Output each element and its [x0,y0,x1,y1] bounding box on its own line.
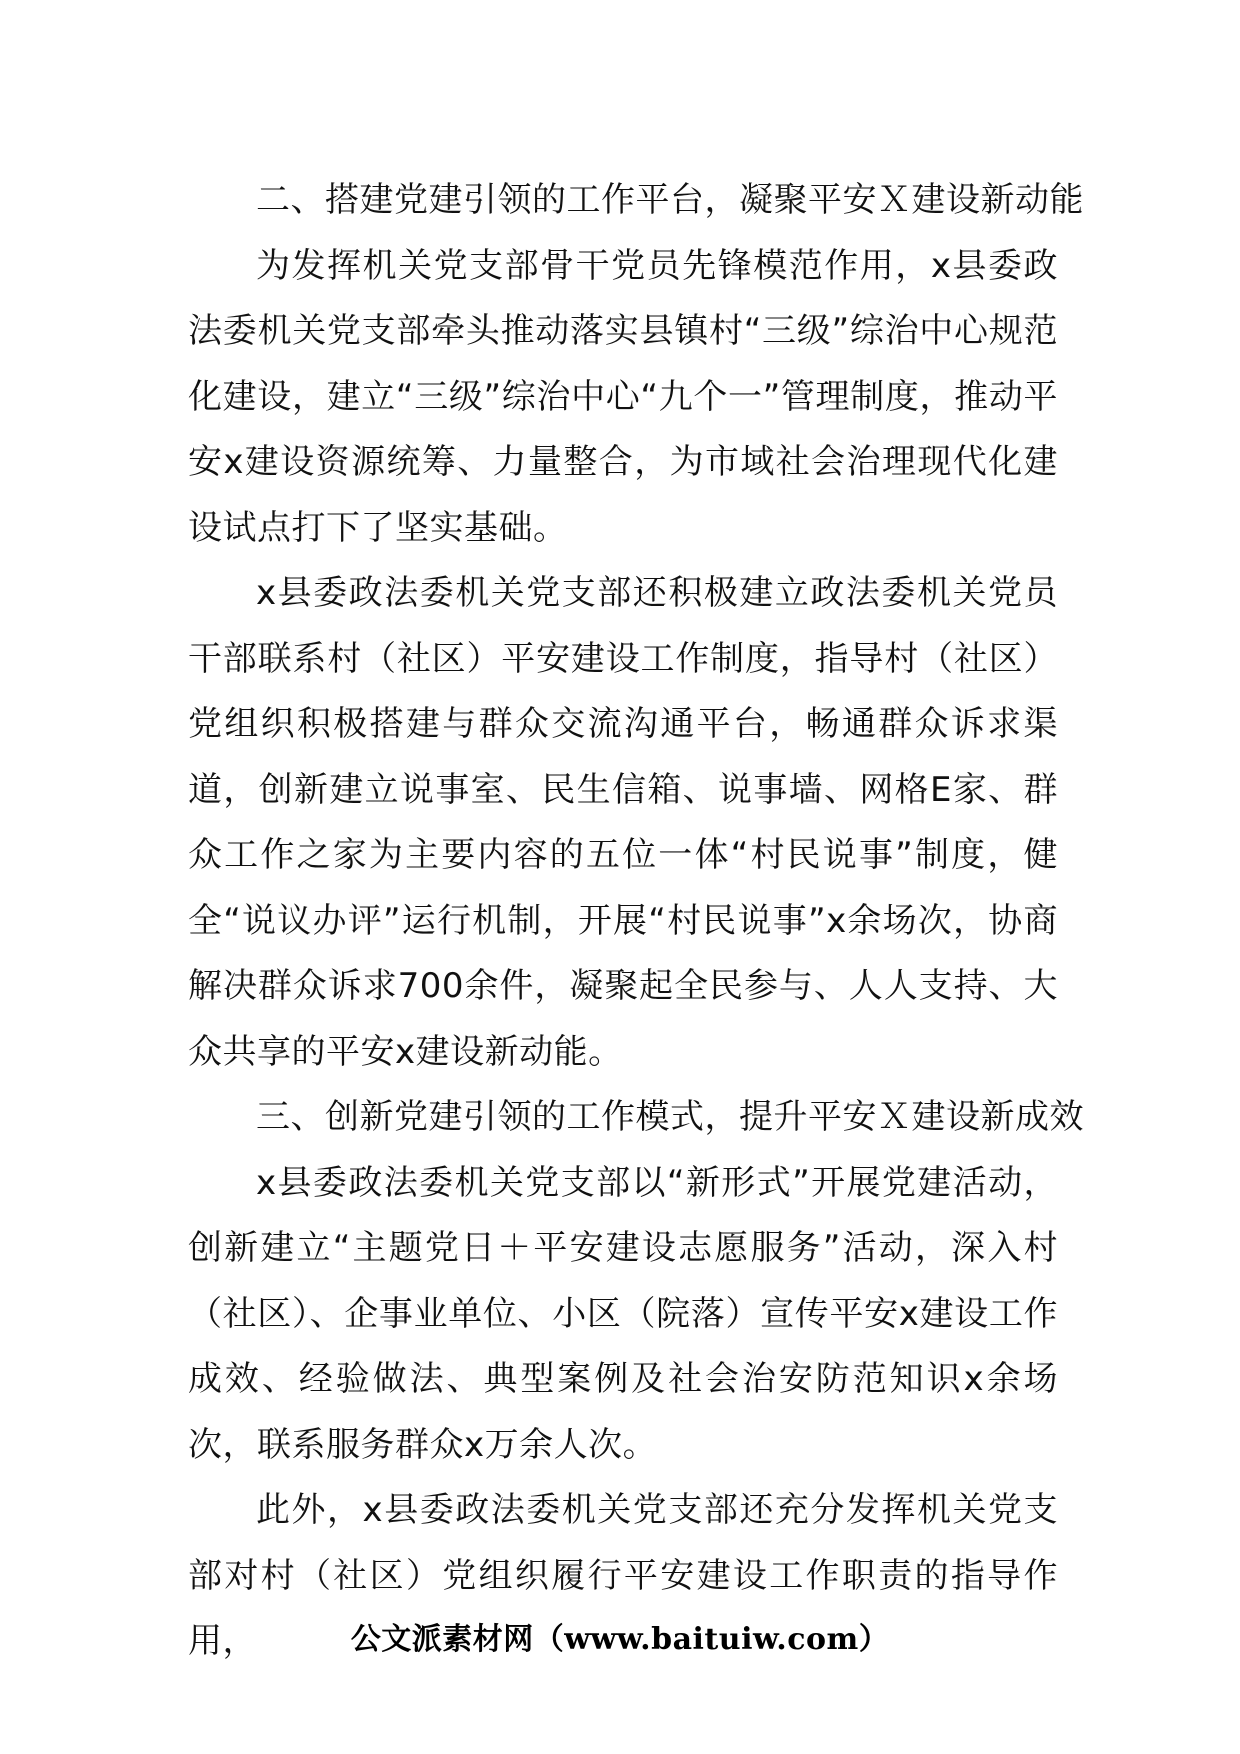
section-heading-3: 三、创新党建引领的工作模式，提升平安Ｘ建设新成效 [256,1097,1084,1137]
paragraph-1: 为发挥机关党支部骨干党员先锋模范作用，x县委政法委机关党支部牵头推动落实县镇村“三级”综治中心规范化建设，建立“三级”综治中心“九个一”管理制度，推动平安x建设资源统筹、力量整合，为市域社会治理现代化建设试点打下了坚实基础。 [188,245,1058,548]
footer-watermark-text: 公文派素材网（www.baituiw.com） [350,1622,890,1657]
paragraph-4: 此外，x县委政法委机关党支部还充分发挥机关党支部对村（社区）党组织履行平安建设工作职责的指导作用， [188,1490,1058,1661]
paragraph-3: x县委政法委机关党支部以“新形式”开展党建活动，创新建立“主题党日＋平安建设志愿服务”活动，深入村（社区）、企事业单位、小区（院落）宣传平安x建设工作成效、经验做法、典型案例及社会治安防范知识x余场次，联系服务群众x万余人次。 [188,1162,1058,1465]
document-body [188,168,1084,1675]
section-heading-2: 二、搭建党建引领的工作平台，凝聚平安Ｘ建设新动能 [256,180,1084,220]
paragraph-2: x县委政法委机关党支部还积极建立政法委机关党员干部联系村（社区）平安建设工作制度，指导村（社区）党组织积极搭建与群众交流沟通平台，畅通群众诉求渠道，创新建立说事室、民生信箱、说事墙、网格E家、群众工作之家为主要内容的五位一体“村民说事”制度，健全“说议办评”运行机制，开展“村民说事”x余场次，协商解决群众诉求700余件，凝聚起全民参与、人人支持、大众共享的平安x建设新动能。 [188,573,1058,1072]
